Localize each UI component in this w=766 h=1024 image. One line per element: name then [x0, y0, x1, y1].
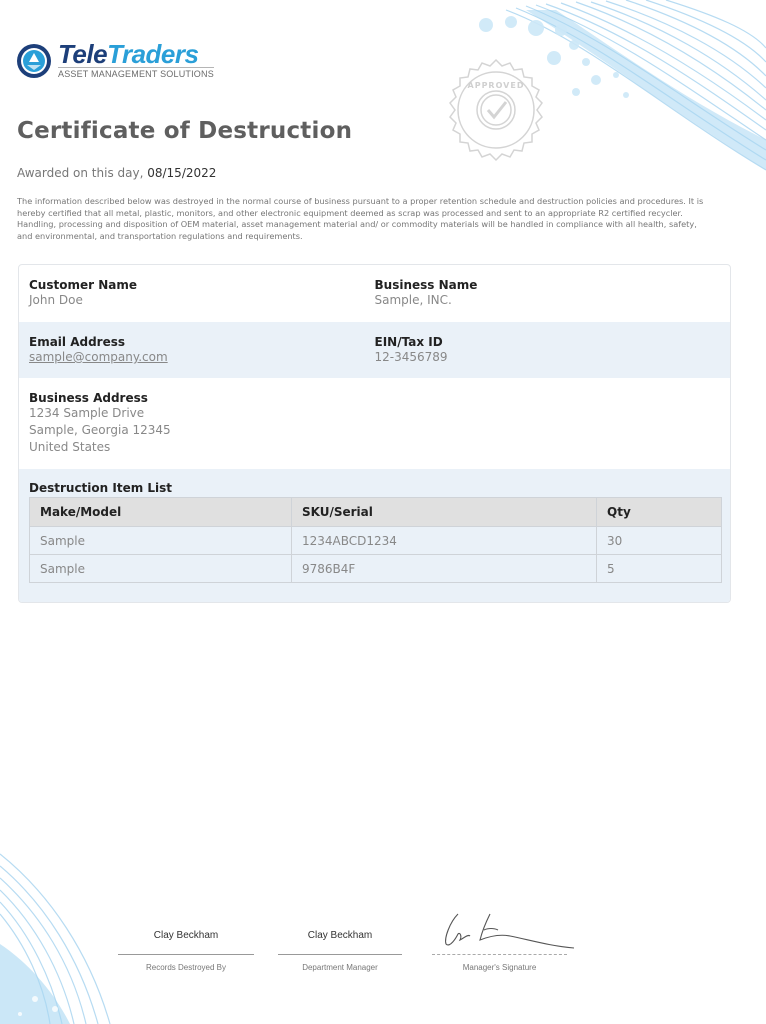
- signature-line: [278, 954, 402, 955]
- decorative-wave-bottom-left: [0, 824, 150, 1024]
- signer-name: [432, 930, 567, 944]
- table-row: [30, 555, 722, 583]
- brand-name-part1: Tele: [58, 39, 108, 69]
- brand-tagline: ASSET MANAGEMENT SOLUTIONS: [58, 69, 214, 79]
- ein-field: [375, 335, 721, 378]
- column-header-sku-serial: SKU/Serial: [292, 498, 597, 527]
- email-label: Email Address: [29, 335, 126, 349]
- brand-name-part2: Traders: [107, 39, 199, 69]
- signature-line: [118, 954, 254, 955]
- cell-sku-serial: 9786B4F: [292, 555, 597, 583]
- cell-make-model: Sample: [30, 555, 292, 583]
- brand-logo: [16, 39, 214, 79]
- column-header-qty: Qty: [597, 498, 722, 527]
- details-card: [18, 264, 731, 603]
- signer-name: Clay Beckham: [153, 930, 219, 941]
- seal-text: APPROVED: [467, 81, 525, 90]
- business-address-field: [29, 391, 390, 469]
- table-header-row: [30, 498, 722, 527]
- address-line-1: 1234 Sample Drive: [29, 406, 145, 420]
- cell-make-model: Sample: [30, 527, 292, 555]
- signature-block-manager-signature: [432, 930, 567, 972]
- ein-value: 12-3456789: [374, 350, 448, 364]
- address-line-2: Sample, Georgia 12345: [29, 423, 171, 437]
- cell-qty: 30: [597, 527, 722, 555]
- customer-name-value: John Doe: [29, 293, 83, 307]
- column-header-make-model: Make/Model: [30, 498, 292, 527]
- awarded-date: 08/15/2022: [147, 166, 217, 180]
- approved-seal-icon: [444, 58, 548, 162]
- brand-name: [58, 39, 214, 69]
- details-row-address: [19, 378, 730, 469]
- ein-label: EIN/Tax ID: [374, 335, 443, 349]
- signer-role: Department Manager: [302, 963, 378, 972]
- cell-qty: 5: [597, 555, 722, 583]
- signature-block-department-manager: [278, 930, 402, 972]
- certificate-title: Certificate of Destruction: [17, 118, 353, 144]
- details-row-contact: [19, 322, 730, 378]
- address-line-3: United States: [29, 440, 111, 454]
- business-name-value: Sample, INC.: [374, 293, 452, 307]
- customer-name-label: Customer Name: [29, 278, 137, 292]
- signer-role: Manager's Signature: [462, 963, 537, 972]
- signer-role: Records Destroyed By: [145, 963, 227, 972]
- signature-line: [432, 954, 567, 955]
- destruction-items-table: [29, 497, 722, 583]
- table-row: [30, 527, 722, 555]
- business-name-label: Business Name: [374, 278, 478, 292]
- destruction-items-title: Destruction Item List: [29, 481, 173, 495]
- business-address-label: Business Address: [29, 391, 148, 405]
- recycle-logo-icon: [16, 43, 52, 79]
- destruction-items-section: [19, 469, 730, 602]
- signer-name: Clay Beckham: [307, 930, 373, 941]
- customer-name-field: [29, 278, 375, 322]
- email-field: [29, 335, 375, 378]
- details-row-names: [19, 265, 730, 322]
- awarded-label: Awarded on this day,: [17, 166, 144, 180]
- cell-sku-serial: 1234ABCD1234: [292, 527, 597, 555]
- certificate-intro: The information described below was destroyed in the normal course of business pursuant to a proper retention schedule and destruction policies and procedures. It is hereby certified that all metal, plastic, monitors, and other electronic equipment deemed as scrap was processed and sent to an appropriate R2 certified recycler. Handling, processing and disposition of OEM material, asset management material and/ or commodity materials will be handled in compliance with all health, safety, and environmental, and transportation regulations and requirements.: [17, 196, 704, 241]
- email-link[interactable]: sample@company.com: [29, 350, 168, 364]
- business-name-field: [375, 278, 721, 322]
- signature-block-records-destroyed-by: [118, 930, 254, 972]
- awarded-line: [17, 166, 216, 180]
